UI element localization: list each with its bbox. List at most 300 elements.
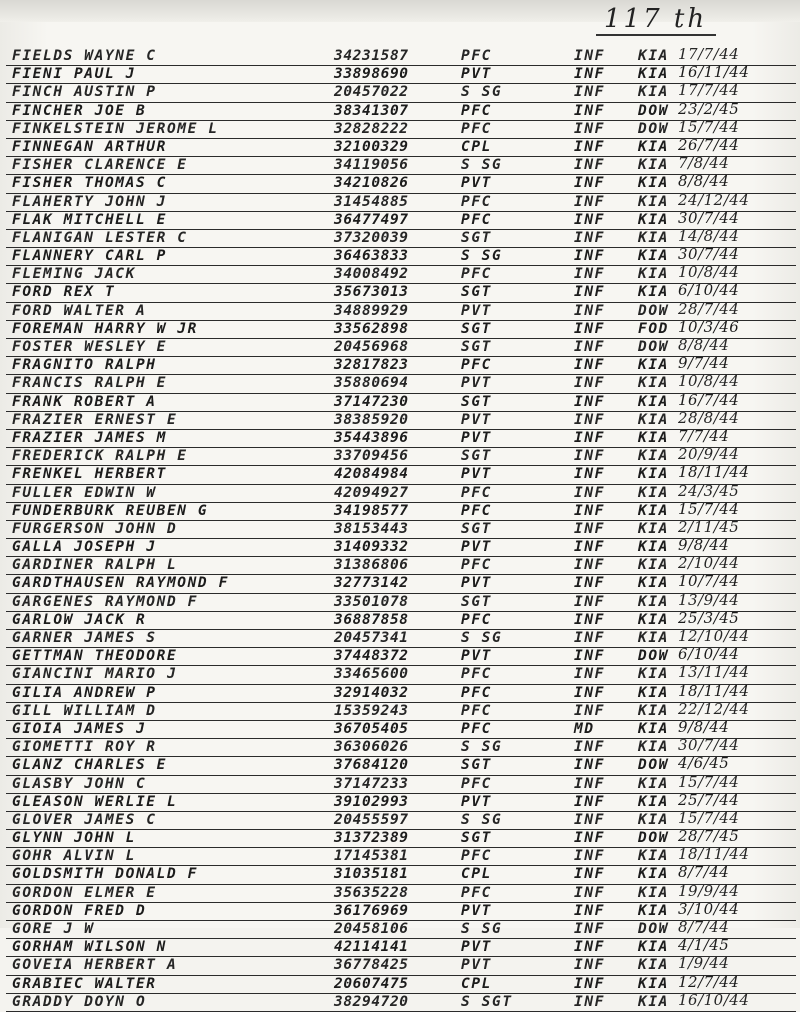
- record-status: KIA: [638, 284, 669, 301]
- record-status: KIA: [638, 793, 669, 810]
- record-date: 9/7/44: [678, 354, 730, 373]
- record-arm: INF: [574, 666, 605, 683]
- record-name: GARGENES RAYMOND F: [12, 593, 198, 610]
- record-serial-number: 33709456: [334, 448, 409, 465]
- record-date: 28/7/45: [678, 827, 740, 846]
- record-status: KIA: [638, 138, 669, 155]
- record-date: 6/10/44: [678, 281, 740, 300]
- record-name: FULLER EDWIN W: [12, 484, 157, 501]
- record-serial-number: 33562898: [334, 320, 409, 337]
- record-serial-number: 20457341: [334, 630, 409, 646]
- record-rank: PVT: [461, 575, 492, 592]
- record-date: 1/9/44: [678, 954, 730, 973]
- record-rank: PFC: [461, 193, 492, 210]
- record-rank: PVT: [461, 466, 492, 483]
- record-status: KIA: [638, 175, 669, 192]
- record-status: KIA: [638, 357, 669, 374]
- record-serial-number: 31035181: [334, 866, 409, 883]
- record-rank: PFC: [461, 120, 492, 137]
- record-rank: PVT: [461, 957, 492, 974]
- record-rank: PFC: [461, 611, 492, 628]
- record-serial-number: 38294720: [334, 993, 409, 1010]
- record-name: GLOVER JAMES C: [12, 811, 157, 828]
- record-rank: PFC: [461, 102, 492, 119]
- record-name: FLEMING JACK: [12, 266, 136, 283]
- record-status: DOW: [638, 830, 669, 847]
- record-date: 16/11/44: [678, 63, 750, 82]
- record-status: KIA: [638, 157, 669, 174]
- record-name: FINCH AUSTIN P: [12, 84, 157, 101]
- record-rank: PVT: [461, 539, 492, 556]
- record-arm: INF: [574, 757, 605, 774]
- record-date: 22/12/44: [678, 699, 750, 718]
- record-status: KIA: [638, 502, 669, 519]
- record-arm: INF: [574, 884, 605, 901]
- record-arm: INF: [574, 120, 605, 137]
- record-status: KIA: [638, 211, 669, 228]
- record-serial-number: 20456968: [334, 339, 409, 355]
- record-status: DOW: [638, 339, 669, 355]
- record-rank: PFC: [461, 666, 492, 683]
- record-rank: PVT: [461, 66, 492, 83]
- record-arm: INF: [574, 993, 605, 1010]
- record-name: FORD WALTER A: [12, 302, 147, 319]
- record-name: FINCHER JOE B: [12, 102, 147, 119]
- record-arm: INF: [574, 866, 605, 883]
- record-arm: INF: [574, 575, 605, 592]
- record-name: FORD REX T: [12, 284, 116, 301]
- record-name: GOHR ALVIN L: [12, 848, 136, 865]
- record-date: 8/8/44: [678, 336, 730, 354]
- record-date: 9/8/44: [678, 717, 730, 736]
- record-arm: INF: [574, 48, 605, 64]
- record-serial-number: 33465600: [334, 666, 409, 683]
- record-date: 4/6/45: [678, 754, 730, 773]
- record-serial-number: 35673013: [334, 284, 409, 301]
- record-date: 23/2/45: [678, 99, 740, 118]
- record-serial-number: 17145381: [334, 848, 409, 865]
- record-serial-number: 35635228: [334, 884, 409, 901]
- record-arm: INF: [574, 648, 605, 665]
- record-rank: CPL: [461, 138, 492, 155]
- record-arm: INF: [574, 848, 605, 865]
- record-status: DOW: [638, 921, 669, 937]
- record-serial-number: 37448372: [334, 648, 409, 665]
- record-status: KIA: [638, 866, 669, 883]
- record-date: 8/7/44: [678, 918, 730, 936]
- record-arm: INF: [574, 175, 605, 192]
- record-arm: INF: [574, 593, 605, 610]
- record-status: KIA: [638, 684, 669, 701]
- record-name: GIOIA JAMES J: [12, 720, 147, 737]
- record-arm: INF: [574, 739, 605, 756]
- record-date: 10/8/44: [678, 263, 740, 282]
- record-status: KIA: [638, 975, 669, 992]
- record-date: 17/7/44: [678, 45, 740, 63]
- record-serial-number: 42084984: [334, 466, 409, 483]
- record-arm: INF: [574, 957, 605, 974]
- record-serial-number: 20607475: [334, 975, 409, 992]
- record-name: GRADDY DOYN O: [12, 993, 147, 1010]
- record-date: 28/8/44: [678, 408, 740, 427]
- record-serial-number: 38153443: [334, 520, 409, 537]
- record-rank: PVT: [461, 429, 492, 446]
- record-rank: CPL: [461, 866, 492, 883]
- record-status: KIA: [638, 539, 669, 556]
- record-name: FISHER THOMAS C: [12, 175, 167, 192]
- record-status: DOW: [638, 120, 669, 137]
- record-name: GLASBY JOHN C: [12, 775, 147, 792]
- record-name: FINNEGAN ARTHUR: [12, 138, 167, 155]
- record-date: 14/8/44: [678, 226, 740, 245]
- record-date: 9/8/44: [678, 536, 730, 555]
- record-serial-number: 32100329: [334, 138, 409, 155]
- record-serial-number: 37147233: [334, 775, 409, 792]
- record-name: FIENI PAUL J: [12, 66, 136, 83]
- record-rank: S SG: [461, 157, 503, 174]
- record-date: 16/10/44: [678, 990, 750, 1009]
- record-status: KIA: [638, 484, 669, 501]
- record-arm: INF: [574, 411, 605, 428]
- record-date: 10/3/46: [678, 317, 740, 336]
- record-rank: SGT: [461, 520, 492, 537]
- record-rank: PFC: [461, 848, 492, 865]
- record-rank: PFC: [461, 502, 492, 519]
- record-name: GORHAM WILSON N: [12, 939, 167, 956]
- record-date: 2/11/45: [678, 517, 740, 536]
- record-name: FRAZIER JAMES M: [12, 429, 167, 446]
- record-name: GORE J W: [12, 921, 95, 937]
- record-date: 16/7/44: [678, 390, 740, 409]
- record-name: GILIA ANDREW P: [12, 684, 157, 701]
- record-status: KIA: [638, 266, 669, 283]
- record-name: FOREMAN HARRY W JR: [12, 320, 198, 337]
- record-status: KIA: [638, 993, 669, 1010]
- record-arm: INF: [574, 775, 605, 792]
- record-date: 30/7/44: [678, 245, 740, 264]
- record-status: KIA: [638, 248, 669, 265]
- record-name: FIELDS WAYNE C: [12, 48, 157, 64]
- record-date: 7/8/44: [678, 154, 730, 173]
- record-serial-number: 32773142: [334, 575, 409, 592]
- record-rank: PVT: [461, 375, 492, 392]
- record-rank: PFC: [461, 357, 492, 374]
- record-rank: SGT: [461, 229, 492, 246]
- record-name: FRANK ROBERT A: [12, 393, 157, 410]
- record-name: FURGERSON JOHN D: [12, 520, 178, 537]
- record-arm: INF: [574, 339, 605, 355]
- record-status: KIA: [638, 411, 669, 428]
- record-arm: INF: [574, 229, 605, 246]
- record-arm: INF: [574, 266, 605, 283]
- record-date: 15/7/44: [678, 808, 740, 827]
- record-serial-number: 20458106: [334, 921, 409, 937]
- record-date: 19/9/44: [678, 881, 740, 900]
- record-name: GIOMETTI ROY R: [12, 739, 157, 756]
- record-name: FOSTER WESLEY E: [12, 339, 167, 355]
- record-rank: PVT: [461, 902, 492, 919]
- record-arm: INF: [574, 320, 605, 337]
- record-date: 7/7/44: [678, 426, 730, 445]
- record-date: 25/7/44: [678, 790, 740, 809]
- record-date: 30/7/44: [678, 736, 740, 755]
- record-name: GORDON ELMER E: [12, 884, 157, 901]
- record-serial-number: 39102993: [334, 793, 409, 810]
- record-rank: PFC: [461, 266, 492, 283]
- record-serial-number: 36306026: [334, 739, 409, 756]
- record-date: 10/8/44: [678, 372, 740, 391]
- record-status: DOW: [638, 302, 669, 319]
- record-arm: INF: [574, 157, 605, 174]
- record-status: KIA: [638, 848, 669, 865]
- record-arm: INF: [574, 793, 605, 810]
- record-date: 17/7/44: [678, 81, 740, 100]
- record-rank: SGT: [461, 320, 492, 337]
- record-rank: SGT: [461, 393, 492, 410]
- record-serial-number: 35443896: [334, 429, 409, 446]
- record-arm: INF: [574, 611, 605, 628]
- record-status: KIA: [638, 229, 669, 246]
- record-arm: INF: [574, 466, 605, 483]
- record-arm: MD: [574, 720, 595, 737]
- record-name: FREDERICK RALPH E: [12, 448, 188, 465]
- record-date: 18/11/44: [678, 681, 750, 700]
- record-date: 6/10/44: [678, 645, 740, 664]
- record-arm: INF: [574, 375, 605, 392]
- record-rank: SGT: [461, 448, 492, 465]
- record-serial-number: 20457022: [334, 84, 409, 101]
- record-rank: SGT: [461, 284, 492, 301]
- record-serial-number: 36463833: [334, 248, 409, 265]
- record-arm: INF: [574, 448, 605, 465]
- record-status: KIA: [638, 611, 669, 628]
- record-date: 13/9/44: [678, 590, 740, 609]
- record-serial-number: 36778425: [334, 957, 409, 974]
- record-arm: INF: [574, 830, 605, 847]
- record-arm: INF: [574, 702, 605, 719]
- record-date: 12/7/44: [678, 972, 740, 991]
- record-rank: CPL: [461, 975, 492, 992]
- record-arm: INF: [574, 539, 605, 556]
- record-name: FISHER CLARENCE E: [12, 157, 188, 174]
- record-status: KIA: [638, 957, 669, 974]
- record-arm: INF: [574, 684, 605, 701]
- record-date: 24/3/45: [678, 481, 740, 500]
- handwritten-unit-note: 117 th: [604, 4, 708, 34]
- record-serial-number: 32828222: [334, 120, 409, 137]
- record-arm: INF: [574, 248, 605, 265]
- record-date: 8/8/44: [678, 172, 730, 191]
- record-serial-number: 31409332: [334, 539, 409, 556]
- record-arm: INF: [574, 811, 605, 828]
- record-rank: PVT: [461, 648, 492, 665]
- record-name: GORDON FRED D: [12, 902, 147, 919]
- record-date: 26/7/44: [678, 135, 740, 154]
- record-arm: INF: [574, 939, 605, 956]
- record-arm: INF: [574, 84, 605, 101]
- record-serial-number: 38341307: [334, 102, 409, 119]
- record-arm: INF: [574, 484, 605, 501]
- record-serial-number: 20455597: [334, 811, 409, 828]
- record-serial-number: 37320039: [334, 229, 409, 246]
- record-name: FRENKEL HERBERT: [12, 466, 167, 483]
- record-name: FLAHERTY JOHN J: [12, 193, 167, 210]
- record-serial-number: 31454885: [334, 193, 409, 210]
- record-arm: INF: [574, 284, 605, 301]
- record-serial-number: 38385920: [334, 411, 409, 428]
- record-rank: PFC: [461, 884, 492, 901]
- record-status: KIA: [638, 193, 669, 210]
- record-date: 2/10/44: [678, 554, 740, 573]
- record-arm: INF: [574, 902, 605, 919]
- record-rank: S SG: [461, 630, 503, 646]
- record-status: KIA: [638, 429, 669, 446]
- record-status: DOW: [638, 648, 669, 665]
- record-date: 15/7/44: [678, 117, 740, 136]
- record-name: FINKELSTEIN JEROME L: [12, 120, 219, 137]
- record-rank: PFC: [461, 702, 492, 719]
- record-status: KIA: [638, 593, 669, 610]
- record-serial-number: 15359243: [334, 702, 409, 719]
- record-status: KIA: [638, 720, 669, 737]
- record-arm: INF: [574, 429, 605, 446]
- record-arm: INF: [574, 630, 605, 646]
- record-serial-number: 34008492: [334, 266, 409, 283]
- record-serial-number: 35880694: [334, 375, 409, 392]
- record-date: 28/7/44: [678, 299, 740, 318]
- record-name: GARDTHAUSEN RAYMOND F: [12, 575, 229, 592]
- record-rank: SGT: [461, 339, 492, 355]
- record-serial-number: 34210826: [334, 175, 409, 192]
- record-serial-number: 36477497: [334, 211, 409, 228]
- record-serial-number: 34119056: [334, 157, 409, 174]
- record-date: 8/7/44: [678, 863, 730, 882]
- note-underline: [596, 34, 716, 36]
- record-serial-number: 34198577: [334, 502, 409, 519]
- record-serial-number: 42114141: [334, 939, 409, 956]
- record-rank: PVT: [461, 793, 492, 810]
- record-name: GOLDSMITH DONALD F: [12, 866, 198, 883]
- record-arm: INF: [574, 557, 605, 574]
- record-name: GILL WILLIAM D: [12, 702, 157, 719]
- record-name: FRAZIER ERNEST E: [12, 411, 178, 428]
- record-arm: INF: [574, 975, 605, 992]
- record-serial-number: 33501078: [334, 593, 409, 610]
- record-status: KIA: [638, 702, 669, 719]
- record-date: 10/7/44: [678, 572, 740, 591]
- record-serial-number: 34889929: [334, 302, 409, 319]
- record-rank: SGT: [461, 757, 492, 774]
- record-rank: PFC: [461, 775, 492, 792]
- record-date: 30/7/44: [678, 208, 740, 227]
- record-status: KIA: [638, 902, 669, 919]
- record-status: KIA: [638, 375, 669, 392]
- record-date: 12/10/44: [678, 627, 750, 645]
- record-date: 24/12/44: [678, 190, 750, 209]
- record-name: FUNDERBURK REUBEN G: [12, 502, 209, 519]
- record-serial-number: 36176969: [334, 902, 409, 919]
- record-serial-number: 31386806: [334, 557, 409, 574]
- record-name: GETTMAN THEODORE: [12, 648, 178, 665]
- record-arm: INF: [574, 138, 605, 155]
- record-date: 15/7/44: [678, 772, 740, 791]
- record-rank: PVT: [461, 302, 492, 319]
- record-rank: PVT: [461, 939, 492, 956]
- record-status: KIA: [638, 48, 669, 64]
- record-serial-number: 33898690: [334, 66, 409, 83]
- record-name: GRABIEC WALTER: [12, 975, 157, 992]
- record-rank: PFC: [461, 684, 492, 701]
- record-rank: S SG: [461, 921, 503, 937]
- record-status: KIA: [638, 520, 669, 537]
- record-arm: INF: [574, 66, 605, 83]
- record-arm: INF: [574, 193, 605, 210]
- record-name: GOVEIA HERBERT A: [12, 957, 178, 974]
- record-serial-number: 37147230: [334, 393, 409, 410]
- record-status: KIA: [638, 466, 669, 483]
- record-serial-number: 32817823: [334, 357, 409, 374]
- record-serial-number: 36705405: [334, 720, 409, 737]
- record-date: 3/10/44: [678, 899, 740, 918]
- record-rank: PFC: [461, 211, 492, 228]
- record-date: 18/11/44: [678, 463, 750, 482]
- record-date: 15/7/44: [678, 499, 740, 518]
- record-rank: S SG: [461, 248, 503, 265]
- record-arm: INF: [574, 393, 605, 410]
- record-name: FRANCIS RALPH E: [12, 375, 167, 392]
- record-rank: S SGT: [461, 993, 513, 1010]
- record-status: KIA: [638, 739, 669, 756]
- record-name: FLANNERY CARL P: [12, 248, 167, 265]
- record-serial-number: 32914032: [334, 684, 409, 701]
- record-rank: S SG: [461, 739, 503, 756]
- record-status: KIA: [638, 939, 669, 956]
- record-name: FLAK MITCHELL E: [12, 211, 167, 228]
- record-status: KIA: [638, 393, 669, 410]
- record-name: GLYNN JOHN L: [12, 830, 136, 847]
- record-rank: PFC: [461, 557, 492, 574]
- record-name: GARLOW JACK R: [12, 611, 147, 628]
- record-arm: INF: [574, 502, 605, 519]
- record-arm: INF: [574, 302, 605, 319]
- record-serial-number: 34231587: [334, 48, 409, 64]
- record-status: FOD: [638, 320, 669, 337]
- record-date: 13/11/44: [678, 663, 750, 682]
- record-name: GALLA JOSEPH J: [12, 539, 157, 556]
- record-date: 25/3/45: [678, 608, 740, 627]
- record-rank: PFC: [461, 484, 492, 501]
- record-serial-number: 37684120: [334, 757, 409, 774]
- record-status: KIA: [638, 666, 669, 683]
- record-name: FRAGNITO RALPH: [12, 357, 157, 374]
- record-name: GARDINER RALPH L: [12, 557, 178, 574]
- record-status: KIA: [638, 811, 669, 828]
- record-date: 4/1/45: [678, 936, 730, 955]
- record-name: GLEASON WERLIE L: [12, 793, 178, 810]
- record-rank: PVT: [461, 411, 492, 428]
- record-row: [6, 990, 796, 1012]
- record-serial-number: 31372389: [334, 830, 409, 847]
- record-date: 20/9/44: [678, 445, 740, 464]
- record-status: KIA: [638, 630, 669, 646]
- record-rank: S SG: [461, 84, 503, 101]
- record-date: 18/11/44: [678, 845, 750, 864]
- record-status: KIA: [638, 775, 669, 792]
- record-status: DOW: [638, 757, 669, 774]
- record-status: KIA: [638, 66, 669, 83]
- record-name: FLANIGAN LESTER C: [12, 229, 188, 246]
- record-arm: INF: [574, 102, 605, 119]
